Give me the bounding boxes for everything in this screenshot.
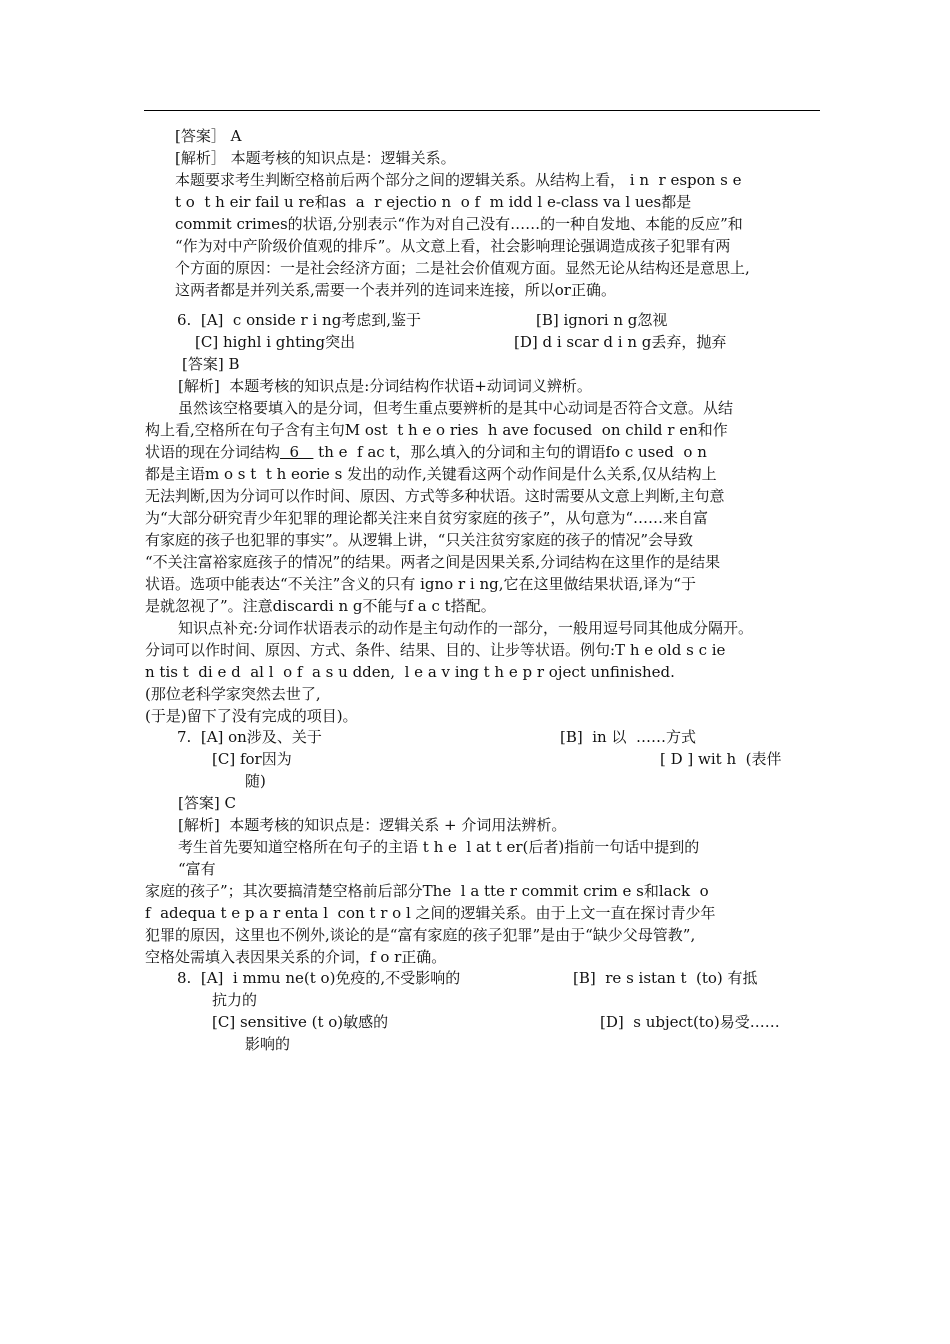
- paragraph-line: 家庭的孩子”；其次要搞清楚空格前后部分The l a tte r commit crim e s和lack o: [145, 882, 709, 900]
- option-c: [C] highl i ghting突出: [195, 333, 356, 351]
- option-d: [D] d i scar d i n g丢弃，抛弃: [514, 333, 727, 351]
- option-b: [B] in 以 ……方式: [560, 728, 697, 746]
- paragraph-line: 为“大部分研究青少年犯罪的理论都关注来自贫穷家庭的孩子”，从句意为“……来自富: [145, 509, 709, 527]
- paragraph-line: 这两者都是并列关系,需要一个表并列的连词来连接，所以or正确。: [175, 281, 616, 299]
- option-b: [B] ignori n g忽视: [536, 311, 668, 329]
- option-b: [B] re s istan t (to) 有抵: [573, 969, 758, 987]
- paragraph-line: 空格处需填入表因果关系的介词，f o r正确。: [145, 948, 447, 966]
- paragraph-line: (于是)留下了没有完成的项目)。: [145, 707, 358, 725]
- text-segment: 状语的现在分词结构: [145, 443, 281, 461]
- paragraph-line: (那位老科学家突然去世了,: [145, 685, 321, 703]
- analysis-label: [解析] 本题考核的知识点是：逻辑关系 + 介词用法辨析。: [178, 816, 567, 834]
- text-segment: th e f ac t，那么填入的分词和主句的谓语fo c used o n: [313, 443, 707, 461]
- option-a: 8. [A] i mmu ne(t o)免疫的,不受影响的: [177, 969, 461, 987]
- paragraph-line: “富有: [178, 860, 216, 878]
- analysis-label: [解析］ 本题考核的知识点是：逻辑关系。: [175, 149, 456, 167]
- paragraph-line: commit crimes的状语,分别表示“作为对自己没有……的一种自发地、本能的反应”和: [175, 215, 743, 233]
- answer-label: [答案] B: [182, 355, 240, 373]
- option-d: [ D ] wit h (表伴: [660, 750, 782, 768]
- option-d-continued: 随): [245, 772, 266, 790]
- paragraph-line: 都是主语m o s t t h eorie s 发出的动作,关键看这两个动作间是什么关系,仅从结构上: [145, 465, 717, 483]
- paragraph-line: n tis t di e d al l o f a s u dden, l e a v ing t h e p r oject unfinished.: [145, 663, 675, 681]
- paragraph-line: “作为对中产阶级价值观的排斥”。从文意上看，社会影响理论强调造成孩子犯罪有两: [175, 237, 731, 255]
- paragraph-line: 构上看,空格所在句子含有主句M ost t h e o ries h ave focused on child r en和作: [145, 421, 728, 439]
- paragraph-line: 是就忽视了”。注意discardi n g不能与f a c t搭配。: [145, 597, 496, 615]
- paragraph-line: 状语。选项中能表达“不关注”含义的只有 igno r i ng,它在这里做结果状语,译为“于: [145, 575, 696, 593]
- paragraph-line: 虽然该空格要填入的是分词，但考生重点要辨析的是其中心动词是否符合文意。从结: [178, 399, 734, 417]
- paragraph-line: 分词可以作时间、原因、方式、条件、结果、目的、让步等状语。例句:T h e old s c ie: [145, 641, 726, 659]
- header-rule: [144, 110, 820, 111]
- option-c: [C] sensitive (t o)敏感的: [212, 1013, 389, 1031]
- paragraph-line: 有家庭的孩子也犯罪的事实”。从逻辑上讲，“只关注贫穷家庭的孩子的情况”会导致: [145, 531, 694, 549]
- paragraph-line: f adequa t e p a r enta l con t r o l 之间的逻辑关系。由于上文一直在探讨青少年: [145, 904, 716, 922]
- paragraph-line: “不关注富裕家庭孩子的情况”的结果。两者之间是因果关系,分词结构在这里作的是结果: [145, 553, 721, 571]
- option-c: [C] for因为: [212, 750, 292, 768]
- paragraph-line: 犯罪的原因，这里也不例外,谈论的是“富有家庭的孩子犯罪”是由于“缺少父母管教”,: [145, 926, 696, 944]
- analysis-label: [解析] 本题考核的知识点是:分词结构作状语+动词词义辨析。: [178, 377, 592, 395]
- paragraph-line: [145, 442, 707, 462]
- paragraph-line: 无法判断,因为分词可以作时间、原因、方式等多种状语。这时需要从文意上判断,主句意: [145, 487, 725, 505]
- option-a: 7. [A] on涉及、关于: [177, 728, 322, 746]
- blank-6: 6: [280, 443, 314, 461]
- option-d-continued: 影响的: [245, 1035, 291, 1053]
- option-a: 6. [A] c onside r i ng考虑到,鉴于: [177, 311, 422, 329]
- option-b-continued: 抗力的: [212, 991, 258, 1009]
- paragraph-line: 知识点补充:分词作状语表示的动作是主句动作的一部分，一般用逗号同其他成分隔开。: [178, 619, 754, 637]
- paragraph-line: 个方面的原因：一是社会经济方面；二是社会价值观方面。显然无论从结构还是意思上,: [175, 259, 750, 277]
- option-d: [D] s ubject(to)易受……: [600, 1013, 780, 1031]
- answer-label: [答案］ A: [175, 127, 242, 145]
- paragraph-line: 本题要求考生判断空格前后两个部分之间的逻辑关系。从结构上看， i n r espon s e: [175, 171, 742, 189]
- answer-label: [答案] C: [178, 794, 236, 812]
- paragraph-line: 考生首先要知道空格所在句子的主语 t h e l at t er(后者)指前一句话中提到的: [178, 838, 700, 856]
- paragraph-line: t o t h eir fail u re和as a r ejectio n o f m idd l e-class va l ues都是: [175, 193, 692, 211]
